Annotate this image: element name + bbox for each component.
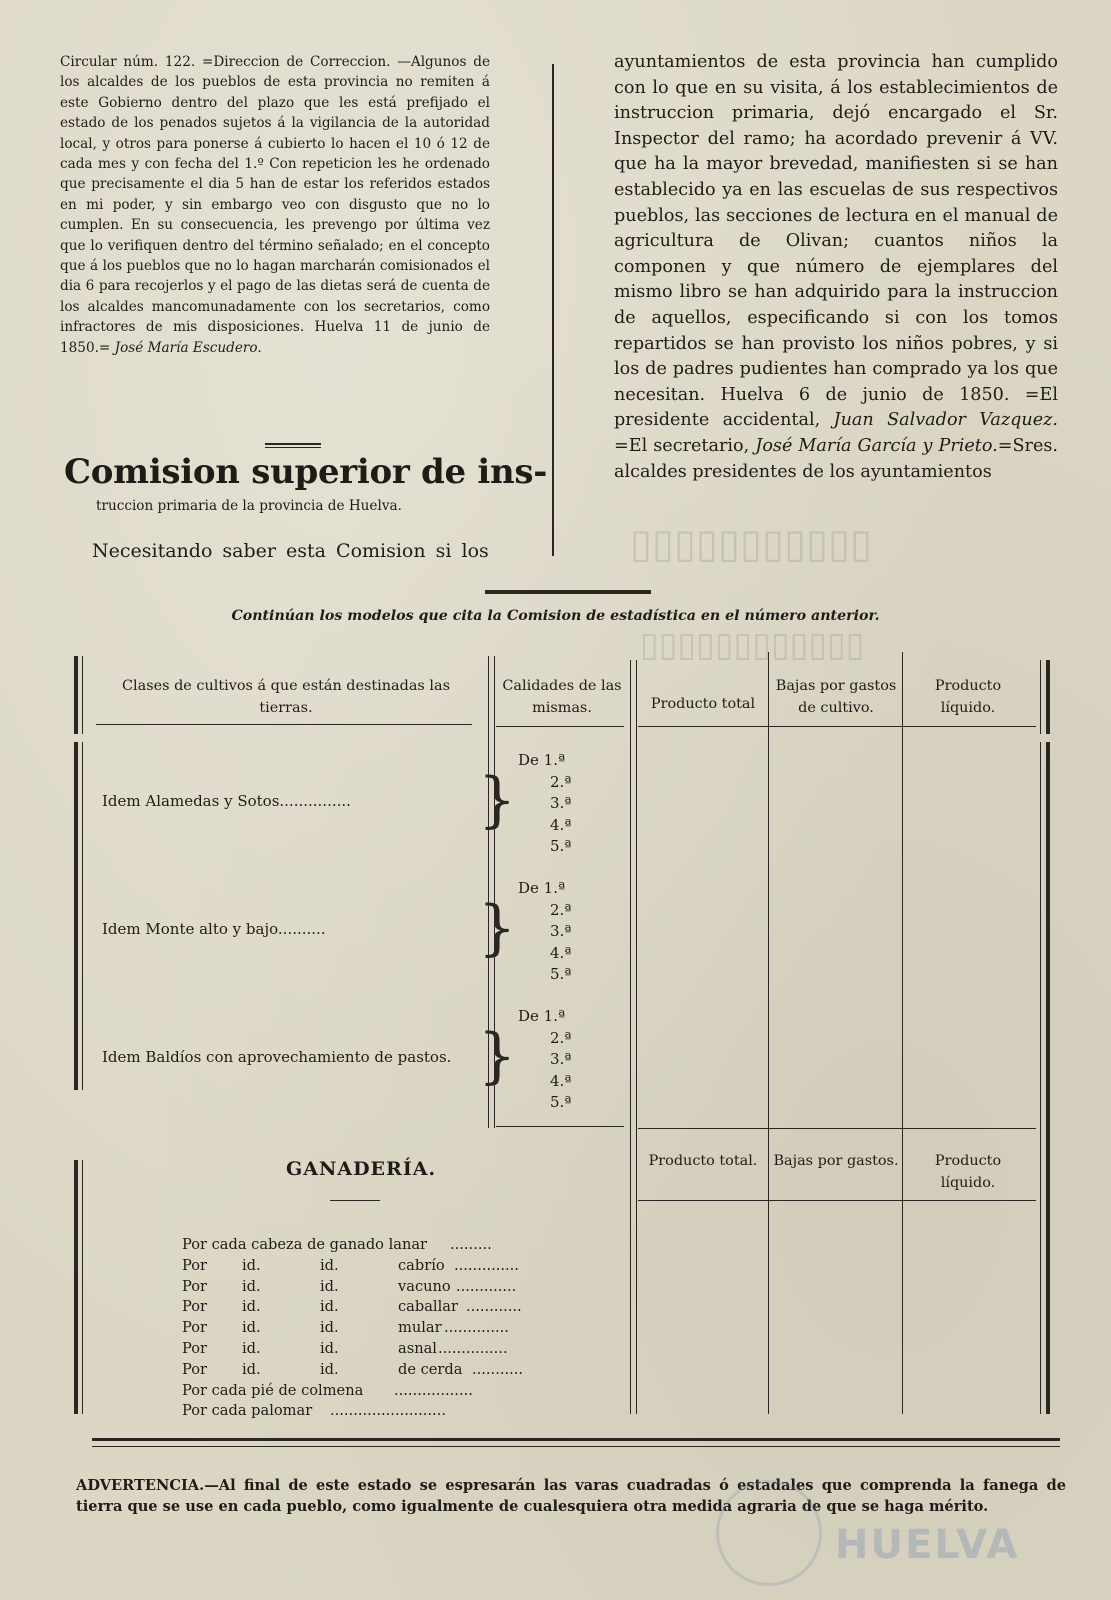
commission-article — [614, 50, 1058, 485]
table-left-border-inner-3 — [82, 1160, 83, 1414]
header-liquid: Producto líquido. — [934, 678, 1002, 716]
row-label-alamedas: Idem Alamedas y Sotos............... — [102, 792, 351, 810]
table-right-border-2 — [1040, 742, 1041, 1414]
header-classes: Clases de cultivos á que están destinadas las tierras. — [122, 678, 450, 716]
header-underline-qualities — [496, 726, 624, 727]
brace-row-1: } — [478, 765, 517, 835]
secretary-label: =El secretario, — [614, 435, 750, 456]
brace-row-2: } — [478, 893, 517, 963]
quality-2: 2.ª — [550, 1028, 572, 1047]
header-underline-products — [638, 726, 1036, 727]
livestock-row-cabrio: Por id. id. cabrío .............. — [182, 1256, 519, 1274]
circular-text: Circular núm. 122. =Direccion de Correccion. —Algunos de los alcaldes de los pueblos de esta provincia no remiten á este Gobierno dentro del plazo que les está prefijado el estado de los penados sujetos á la vigilancia de la autoridad local, y otros para ponerse á cubierto lo hacen el 10 ó 12 de cada mes y con fecha del 1.º Con repeticion les he ordenado que precisamente el dia 5 han de estar los referidos estados en mi poder, y sin embargo veo con disgusto que no lo cumplen. En su consecuencia, les prevengo por última vez que lo verifiquen dentro del término señalado; en el concepto que á los pueblos que no lo hagan marcharán comisionados el dia 6 para recojerlos y el pago de las dietas será de cuenta de los alcaldes mancomunadamente con los secretarios, como infractores de mis disposiciones. Huelva 11 de junio de 1850.= — [60, 54, 490, 356]
table-left-border — [74, 656, 78, 734]
table-bottom-rule — [92, 1438, 1060, 1441]
livestock-row-cerda: Por id. id. de cerda ........... — [182, 1360, 524, 1378]
brace-row-3: } — [478, 1021, 517, 1091]
quality-2: 2.ª — [550, 772, 572, 791]
library-stamp-text: HUELVA — [835, 1522, 1020, 1568]
quality-5: 5.ª — [550, 1093, 572, 1111]
quality-4: 4.ª — [550, 943, 572, 962]
circular-122-article — [60, 52, 490, 358]
quality-1: De 1.ª — [518, 1007, 566, 1025]
livestock-row-mular: Por id. id. mular .............. — [182, 1319, 509, 1337]
livestock-row-caballar: Por id. id. caballar ............ — [182, 1298, 522, 1316]
qualities-row-2 — [518, 878, 571, 986]
qualities-row-3 — [518, 1006, 571, 1114]
livestock-row-palomar: Por cada palomar ......................... — [182, 1402, 446, 1420]
section-divider — [265, 443, 321, 445]
advertencia-note: ADVERTENCIA.—Al final de este estado se espresarán las varas cuadradas ó estadales que comprenda la fanega de tierra que se use en cada pueblo, como igualmente de cualesquiera otra medida agraria de que se haga mérito. — [76, 1477, 1066, 1515]
table-left-border-3 — [74, 1160, 78, 1414]
ganaderia-title: GANADERÍA. — [286, 1158, 437, 1180]
header-total: Producto total — [650, 696, 756, 712]
livestock-row-vacuno: Por id. id. vacuno ............. — [182, 1277, 517, 1295]
table-left-border-2 — [74, 742, 78, 1090]
table-right-border — [1040, 660, 1041, 734]
quality-1: De 1.ª — [518, 751, 566, 769]
table-left-border-inner-2 — [82, 742, 83, 1090]
livestock-row-asnal: Por id. id. asnal ............... — [182, 1339, 508, 1357]
secretary-name: José María García y Prieto. — [755, 435, 998, 456]
table-bottom-rule-thin — [92, 1446, 1060, 1447]
ganaderia-header-liquid: Producto líquido. — [934, 1153, 1002, 1191]
col-sep-total-2 — [636, 660, 637, 1414]
header-qualities: Calidades de las mismas. — [502, 678, 622, 716]
col-sep-liquid — [902, 652, 903, 1414]
column-divider — [552, 64, 554, 556]
section-lead-text: Necesitando saber esta Comision si los — [92, 540, 489, 562]
ganaderia-header-total: Producto total. — [648, 1153, 758, 1169]
col-sep-bajas — [768, 652, 769, 1414]
livestock-list — [182, 1235, 524, 1422]
ganaderia-ornament — [330, 1200, 380, 1201]
section-subtitle: truccion primaria de la provincia de Huelva. — [96, 498, 402, 514]
quality-2: 2.ª — [550, 900, 572, 919]
qualities-row-1 — [518, 750, 571, 858]
col-sep-total — [630, 660, 631, 1414]
table-caption: Continúan los modelos que cita la Comision de estadística en el número anterior. — [231, 608, 880, 624]
quality-5: 5.ª — [550, 837, 572, 855]
row-label-monte: Idem Monte alto y bajo.......... — [102, 920, 326, 938]
page-divider-rule — [485, 590, 651, 594]
quality-3: 3.ª — [550, 922, 572, 940]
quality-4: 4.ª — [550, 1071, 572, 1090]
row-label-baldios: Idem Baldíos con aprovechamiento de pastos. — [102, 1048, 452, 1066]
livestock-row-lanar: Por cada cabeza de ganado lanar ......... — [182, 1236, 492, 1253]
table-right-border-thick — [1046, 660, 1050, 734]
section-title: Comision superior de ins- — [64, 452, 548, 492]
quality-1: De 1.ª — [518, 879, 566, 897]
bleed-through-heading: ▯▯▯▯▯▯▯▯▯▯▯ — [630, 520, 873, 567]
qualities-end-rule — [496, 1126, 624, 1127]
table-right-border-thick-2 — [1046, 742, 1050, 1414]
closing-text: =Sres. alcaldes presidentes de los ayuntamientos — [614, 435, 1059, 482]
header-bajas: Bajas por gastos de cultivo. — [775, 678, 897, 716]
bleed-through-heading-2: ▯▯▯▯▯▯▯▯▯▯▯▯ — [640, 625, 865, 665]
livestock-row-colmena: Por cada pié de colmena ................. — [182, 1381, 473, 1399]
header-underline-classes — [96, 724, 472, 725]
library-stamp-emblem — [716, 1480, 822, 1586]
ganaderia-header-underline — [638, 1200, 1036, 1201]
quality-5: 5.ª — [550, 965, 572, 983]
commission-text: ayuntamientos de esta provincia han cumplido con lo que en su visita, á los establecimientos de instruccion primaria, dejó encargado el Sr. Inspector del ramo; ha acordado prevenir á VV. que ha la mayor brevedad, manifiesten si se han establecido ya en las escuelas de sus respectivos pueblos, las secciones de lectura en el manual de agricultura de Olivan; cuantos niños la componen y que número de ejemplares del mismo libro se han adquirido para la instruccion de aquellos, especificando si con los tomos repartidos se han provisto los niños pobres, y si los de padres pudientes han comprado ya los que necesitan. Huelva 6 de junio de 1850. =El presidente accidental, — [614, 52, 1058, 431]
table-left-border-inner — [82, 656, 83, 734]
circular-signature: José María Escudero. — [114, 339, 262, 356]
ganaderia-header-bajas: Bajas por gastos. — [773, 1153, 899, 1169]
quality-4: 4.ª — [550, 815, 572, 834]
quality-3: 3.ª — [550, 1050, 572, 1068]
section-divider-thin — [265, 447, 321, 448]
quality-3: 3.ª — [550, 794, 572, 812]
ganaderia-header-rule — [638, 1128, 1036, 1129]
president-name: Juan Salvador Vazquez. — [833, 410, 1058, 431]
